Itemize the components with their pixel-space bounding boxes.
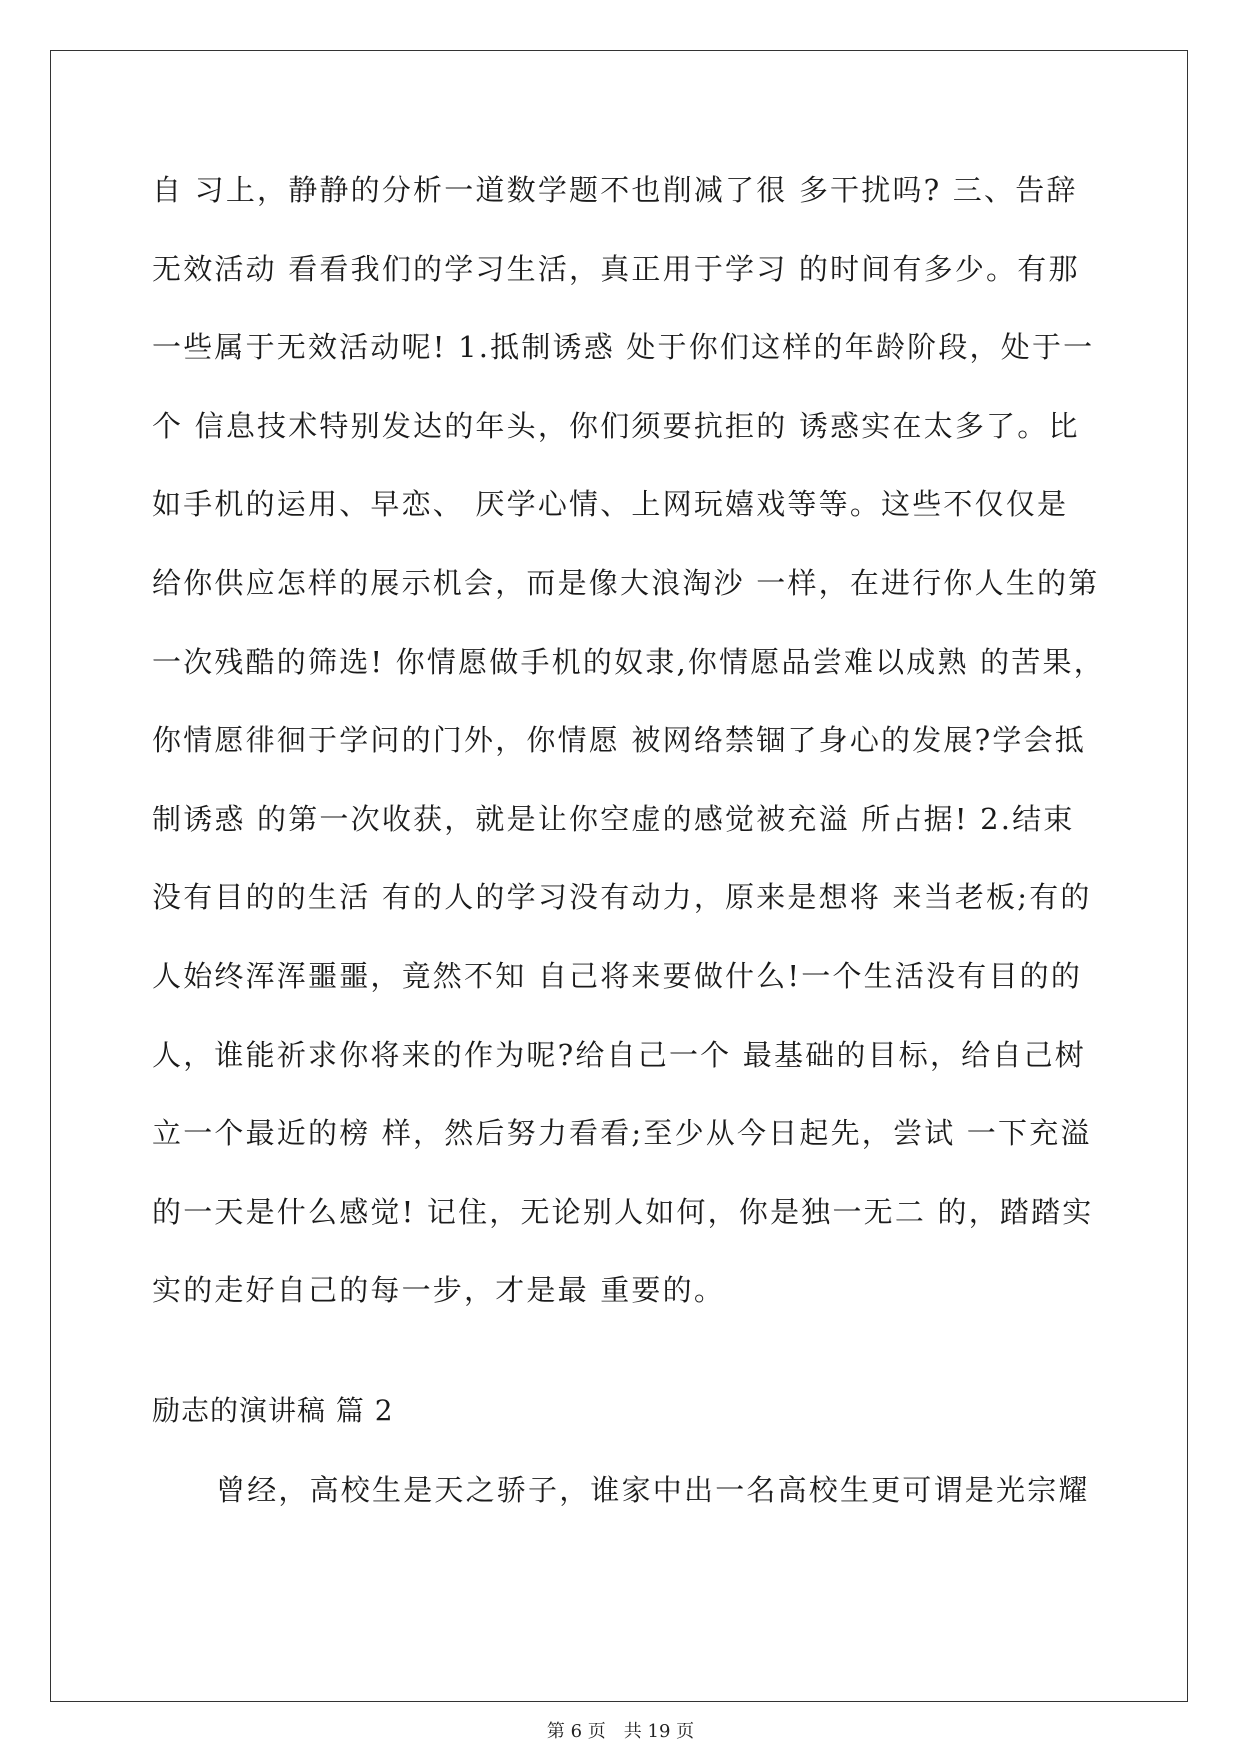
page-number-footer: 第 6 页 共 19 页 xyxy=(546,1721,695,1742)
text-line: 实的走好自己的每一步，才是最 重要的。 xyxy=(152,1273,726,1308)
body-text xyxy=(152,160,1105,1339)
text-line: 一些属于无效活动呢! 1.抵制诱惑 处于你们这样的年龄阶段，处于一 xyxy=(152,330,1095,365)
text-line: 人始终浑浑噩噩，竟然不知 自己将来要做什么!一个生活没有目的的 xyxy=(152,958,1083,993)
text-line: 制诱惑 的第一次收获，就是让你空虚的感觉被充溢 所占据! 2.结束 xyxy=(152,801,1075,836)
section-heading: 励志的演讲稿 篇 2 xyxy=(152,1394,394,1427)
text-line: 人，谁能祈求你将来的作为呢?给自己一个 最基础的目标，给自己树 xyxy=(152,1037,1086,1072)
text-line: 一次残酷的筛选! 你情愿做手机的奴隶,你情愿品尝难以成熟 的苦果， xyxy=(152,644,1105,679)
text-line: 无效活动 看看我们的学习生活，真正用于学习 的时间有多少。有那 xyxy=(152,251,1080,286)
text-line: 的一天是什么感觉! 记住，无论别人如何，你是独一无二 的，踏踏实 xyxy=(152,1194,1094,1229)
text-line: 立一个最近的榜 样，然后努力看看;至少从今日起先，尝试 一下充溢 xyxy=(152,1116,1092,1151)
text-line: 你情愿徘徊于学问的门外，你情愿 被网络禁锢了身心的发展?学会抵 xyxy=(152,723,1086,758)
text-line: 给你供应怎样的展示机会，而是像大浪淘沙 一样，在进行你人生的第 xyxy=(152,565,1100,600)
text-line: 没有目的的生活 有的人的学习没有动力，原来是想将 来当老板;有的 xyxy=(152,880,1092,915)
text-line: 如手机的运用、早恋、 厌学心情、上网玩嬉戏等等。这些不仅仅是 xyxy=(152,487,1069,522)
text-line: 个 信息技术特别发达的年头，你们须要抗拒的 诱惑实在太多了。比 xyxy=(152,408,1080,443)
text-line: 自 习上，静静的分析一道数学题不也削减了很 多干扰吗? 三、告辞 xyxy=(152,173,1078,207)
paragraph-start: 曾经，高校生是天之骄子，谁家中出一名高校生更可谓是光宗耀 xyxy=(216,1473,1090,1507)
